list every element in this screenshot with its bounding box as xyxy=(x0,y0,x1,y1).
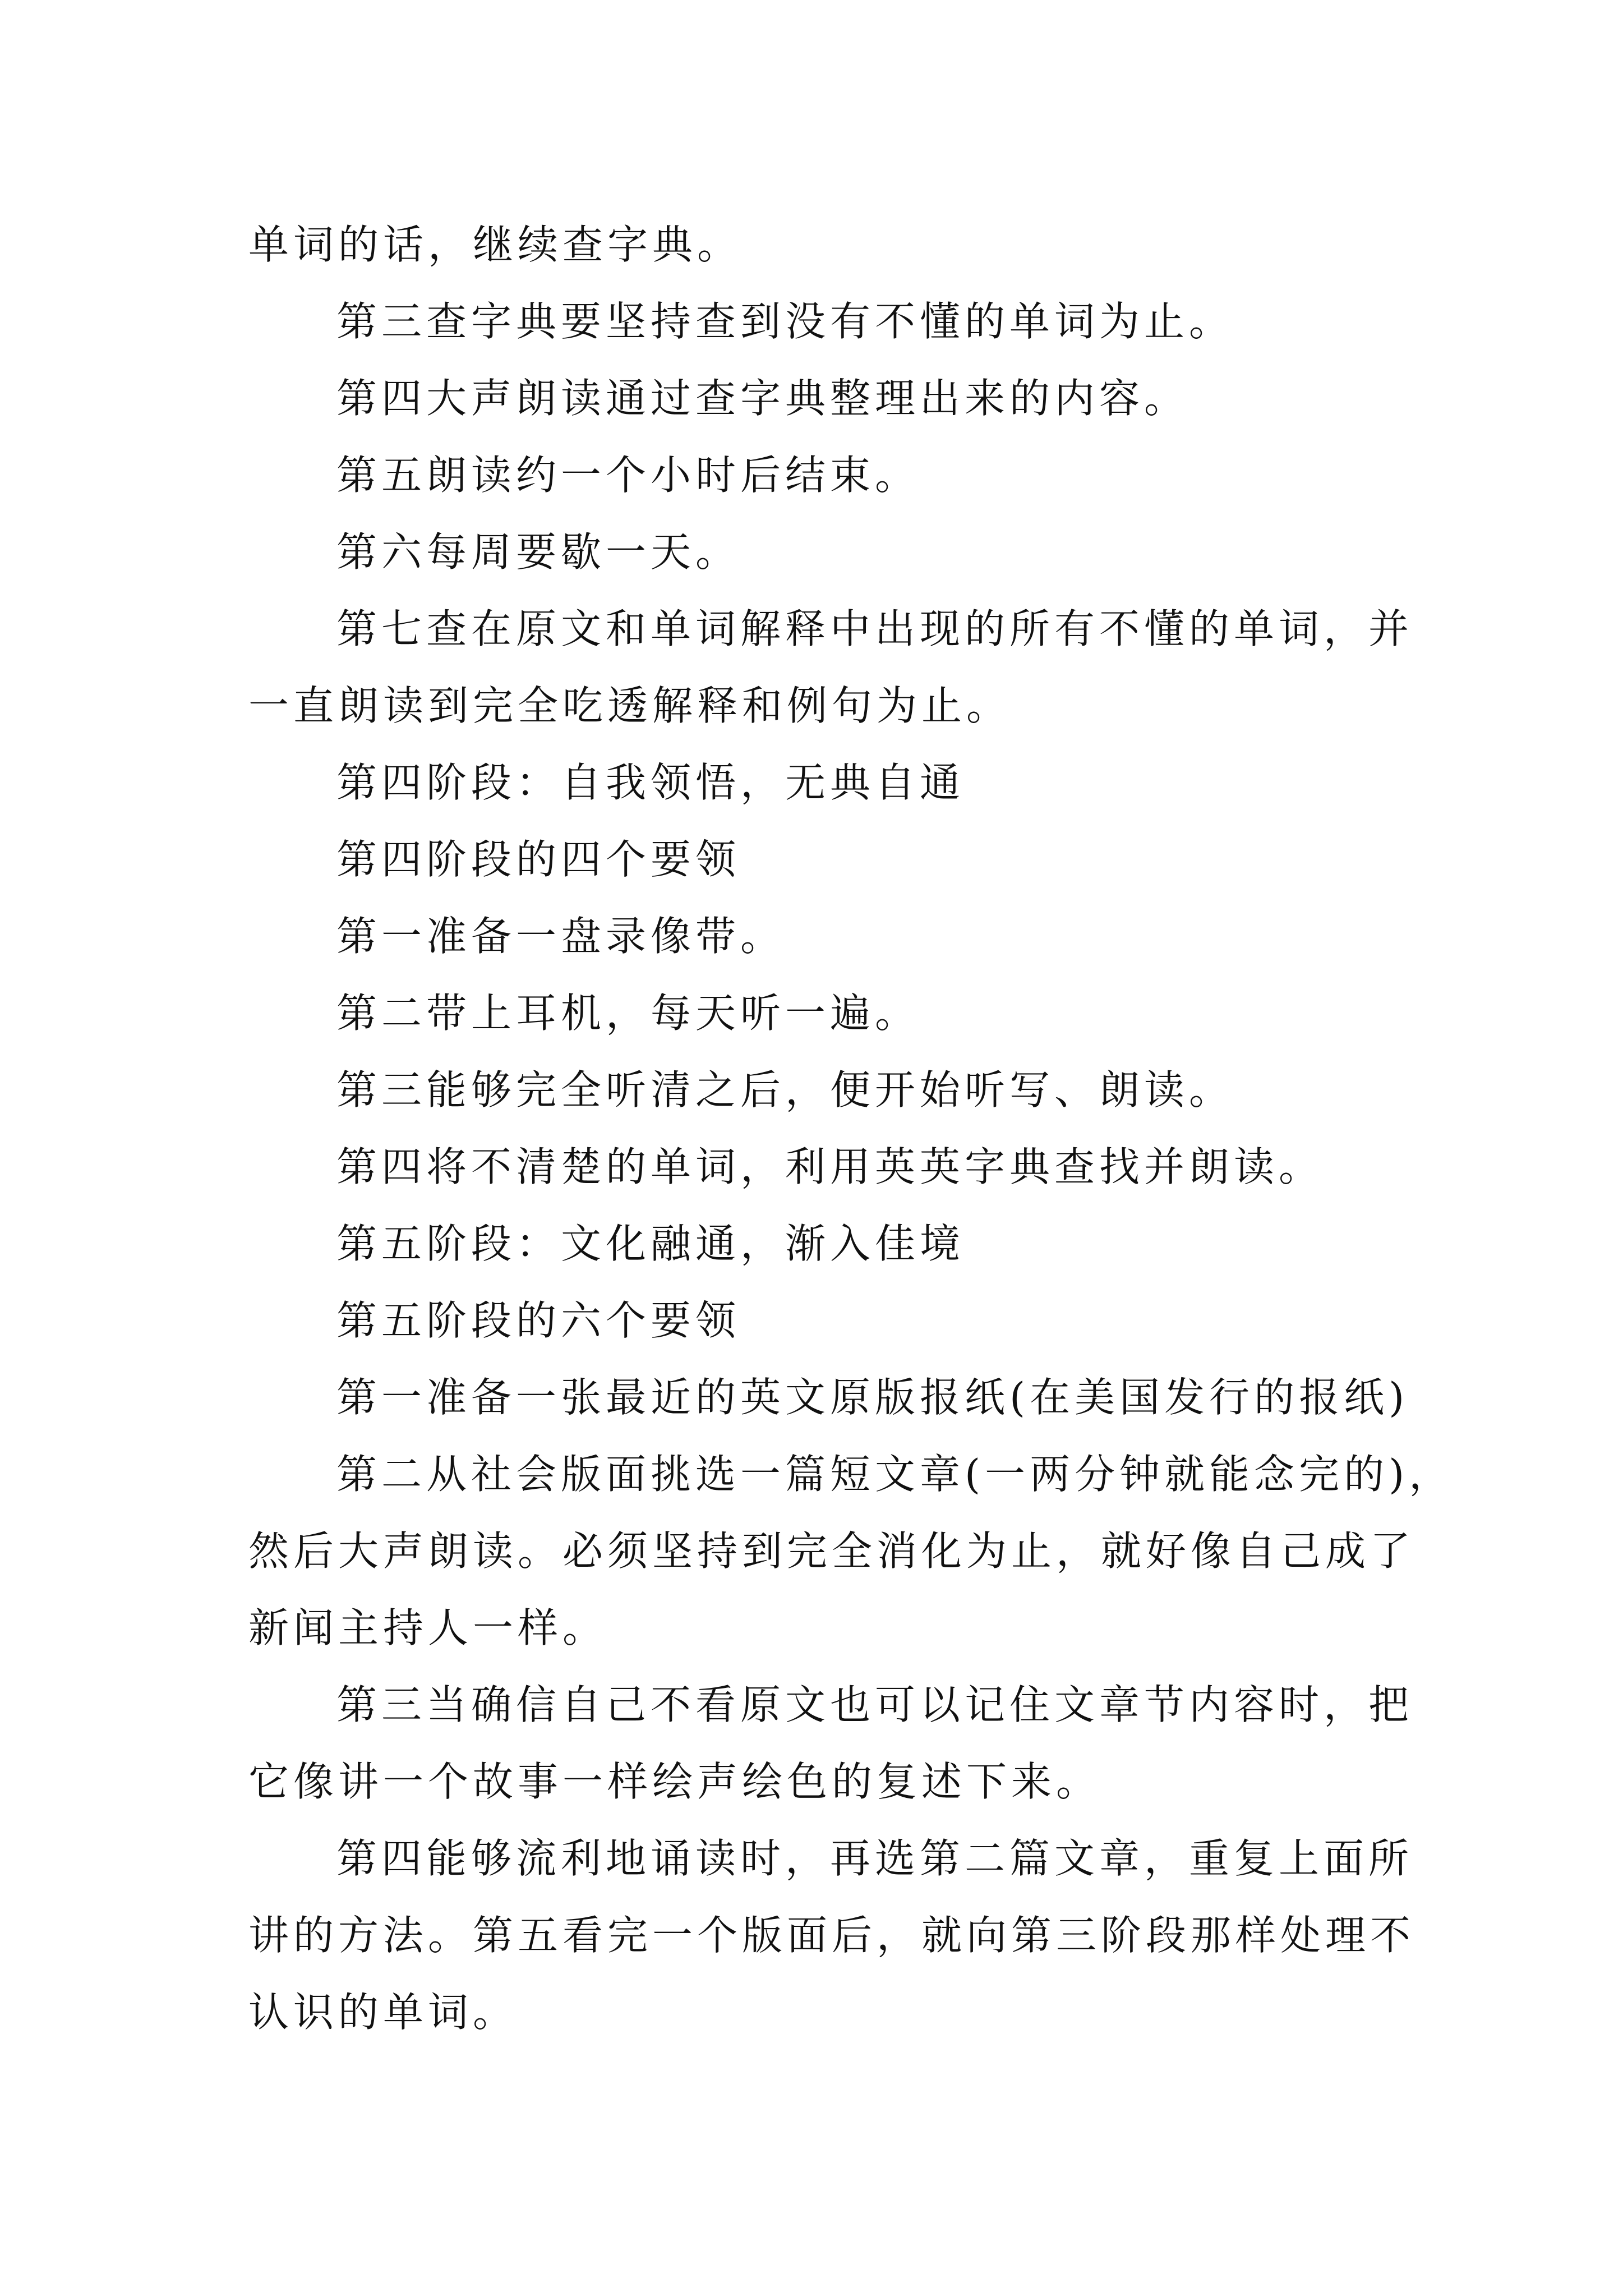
body-line: 第七查在原文和单词解释中出现的所有不懂的单词，并 xyxy=(336,605,1414,652)
body-line: 第一准备一张最近的英文原版报纸(在美国发行的报纸) xyxy=(336,1374,1409,1421)
body-line: 然后大声朗读。必须坚持到完全消化为止，就好像自己成了 xyxy=(248,1527,1415,1575)
body-line: 第四能够流利地诵读时，再选第二篇文章，重复上面所 xyxy=(336,1835,1414,1882)
body-line: 第二从社会版面挑选一篇短文章(一两分钟就能念完的)， xyxy=(336,1451,1454,1498)
body-line: 单词的话，继续查字典。 xyxy=(248,221,743,268)
section-heading: 第五阶段：文化融通，渐入佳境 xyxy=(336,1220,965,1267)
body-line: 新闻主持人一样。 xyxy=(248,1604,608,1651)
document-body xyxy=(248,206,1454,2051)
body-line: 第三查字典要坚持查到没有不懂的单词为止。 xyxy=(336,298,1234,345)
body-line: 一直朗读到完全吃透解释和例句为止。 xyxy=(248,682,1012,729)
section-heading: 第四阶段：自我领悟，无典自通 xyxy=(336,759,965,806)
body-line: 第四将不清楚的单词，利用英英字典查找并朗读。 xyxy=(336,1143,1324,1190)
subsection-heading: 第五阶段的六个要领 xyxy=(336,1297,741,1344)
body-line: 第二带上耳机，每天听一遍。 xyxy=(336,990,920,1037)
body-line: 它像讲一个故事一样绘声绘色的复述下来。 xyxy=(248,1758,1101,1805)
body-line: 第三能够完全听清之后，便开始听写、朗读。 xyxy=(336,1066,1234,1114)
body-line: 讲的方法。第五看完一个版面后，就向第三阶段那样处理不 xyxy=(248,1912,1415,1959)
subsection-heading: 第四阶段的四个要领 xyxy=(336,836,741,883)
body-line: 第五朗读约一个小时后结束。 xyxy=(336,452,920,499)
body-line: 第一准备一盘录像带。 xyxy=(336,913,786,960)
body-line: 第四大声朗读通过查字典整理出来的内容。 xyxy=(336,375,1189,422)
body-line: 认识的单词。 xyxy=(248,1989,518,2036)
body-line: 第三当确信自己不看原文也可以记住文章节内容时，把 xyxy=(336,1681,1414,1728)
body-line: 第六每周要歇一天。 xyxy=(336,528,741,576)
